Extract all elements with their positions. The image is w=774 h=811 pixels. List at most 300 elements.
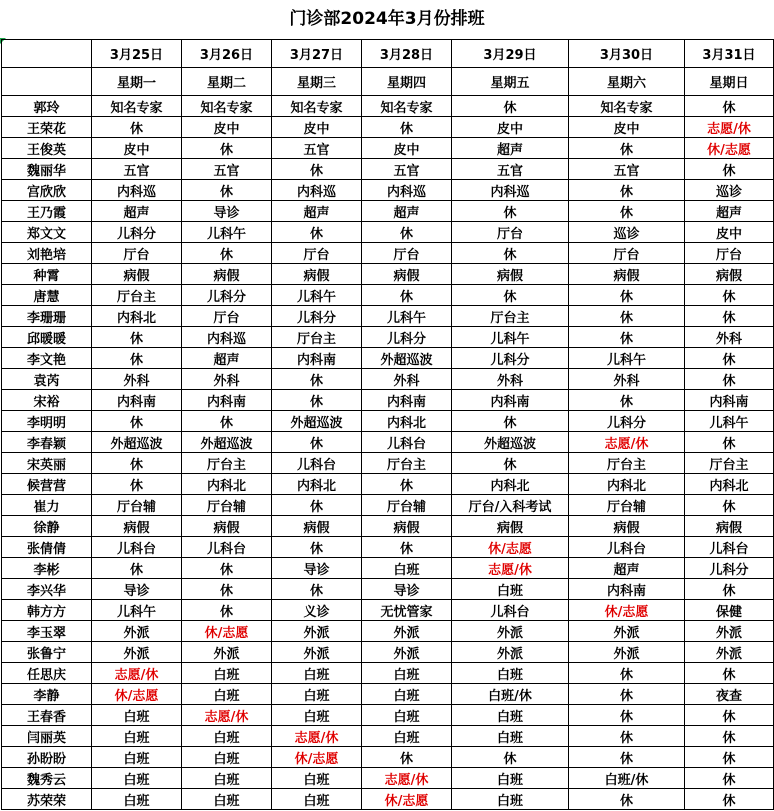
shift-cell: 超声	[92, 201, 182, 222]
shift-cell: 厅台	[685, 243, 774, 264]
shift-cell: 休	[182, 579, 272, 600]
shift-cell: 儿科台	[685, 537, 774, 558]
shift-cell: 内科南	[272, 348, 362, 369]
shift-cell: 儿科台	[182, 537, 272, 558]
shift-cell: 知名专家	[92, 96, 182, 117]
shift-cell: 内科北	[685, 474, 774, 495]
shift-cell: 休	[452, 96, 569, 117]
shift-cell: 厅台辅	[92, 495, 182, 516]
shift-cell: 休	[452, 411, 569, 432]
shift-cell: 休	[685, 747, 774, 768]
staff-name-cell: 李明明	[2, 411, 92, 432]
shift-cell: 白班	[452, 768, 569, 789]
shift-cell: 休	[569, 306, 685, 327]
shift-cell: 白班	[362, 663, 452, 684]
shift-cell: 内科南	[569, 579, 685, 600]
corner-cell	[2, 40, 92, 68]
shift-cell: 白班	[452, 726, 569, 747]
shift-cell: 超声	[452, 138, 569, 159]
shift-cell: 厅台	[182, 306, 272, 327]
date-header: 3月29日	[452, 40, 569, 68]
table-row	[2, 474, 774, 495]
shift-cell: 休	[685, 705, 774, 726]
staff-name-cell: 魏丽华	[2, 159, 92, 180]
shift-cell: 休	[182, 411, 272, 432]
shift-cell: 内科北	[569, 474, 685, 495]
shift-cell: 白班	[362, 684, 452, 705]
shift-cell: 白班	[452, 663, 569, 684]
shift-cell: 休/志愿	[272, 747, 362, 768]
weekday-header-row	[2, 68, 774, 96]
shift-cell: 白班	[362, 705, 452, 726]
date-header: 3月30日	[569, 40, 685, 68]
staff-name-cell: 韩方方	[2, 600, 92, 621]
shift-cell: 白班/休	[452, 684, 569, 705]
shift-cell: 超声	[362, 201, 452, 222]
shift-cell: 休	[362, 474, 452, 495]
shift-cell: 五官	[272, 138, 362, 159]
shift-cell: 休	[182, 600, 272, 621]
staff-name-cell: 郑文文	[2, 222, 92, 243]
staff-name-cell: 宫欣欣	[2, 180, 92, 201]
shift-cell: 病假	[685, 516, 774, 537]
table-row	[2, 684, 774, 705]
shift-cell: 志愿/休	[452, 558, 569, 579]
shift-cell: 内科北	[452, 474, 569, 495]
shift-cell: 病假	[92, 264, 182, 285]
shift-cell: 儿科午	[272, 285, 362, 306]
shift-cell: 内科南	[362, 390, 452, 411]
shift-cell: 超声	[272, 201, 362, 222]
staff-name-cell: 种霄	[2, 264, 92, 285]
shift-cell: 儿科午	[685, 411, 774, 432]
shift-cell: 休	[272, 390, 362, 411]
shift-cell: 外派	[92, 621, 182, 642]
table-row	[2, 768, 774, 789]
shift-cell: 病假	[362, 264, 452, 285]
shift-cell: 五官	[362, 159, 452, 180]
shift-cell: 病假	[272, 516, 362, 537]
shift-cell: 休	[272, 432, 362, 453]
shift-cell: 内科巡	[92, 180, 182, 201]
shift-cell: 厅台主	[182, 453, 272, 474]
weekday-header: 星期六	[569, 68, 685, 96]
shift-cell: 五官	[182, 159, 272, 180]
shift-cell: 休	[182, 138, 272, 159]
shift-cell: 儿科午	[452, 327, 569, 348]
date-header: 3月25日	[92, 40, 182, 68]
shift-cell: 病假	[569, 516, 685, 537]
shift-cell: 病假	[92, 516, 182, 537]
shift-cell: 白班	[452, 705, 569, 726]
staff-name-cell: 李彬	[2, 558, 92, 579]
shift-cell: 儿科分	[92, 222, 182, 243]
shift-cell: 志愿/休	[362, 768, 452, 789]
shift-cell: 外派	[92, 642, 182, 663]
shift-cell: 厅台辅	[182, 495, 272, 516]
shift-cell: 白班	[182, 789, 272, 810]
shift-cell: 外超巡波	[182, 432, 272, 453]
shift-cell: 白班	[92, 768, 182, 789]
shift-cell: 白班	[182, 684, 272, 705]
table-row	[2, 327, 774, 348]
shift-cell: 超声	[569, 558, 685, 579]
shift-cell: 厅台	[92, 243, 182, 264]
staff-name-cell: 苏荣荣	[2, 789, 92, 810]
shift-cell: 休	[685, 789, 774, 810]
shift-cell: 超声	[182, 348, 272, 369]
shift-cell: 休/志愿	[569, 600, 685, 621]
shift-cell: 白班	[452, 579, 569, 600]
staff-name-cell: 刘艳培	[2, 243, 92, 264]
shift-cell: 外派	[569, 642, 685, 663]
staff-name-cell: 袁芮	[2, 369, 92, 390]
shift-cell: 外派	[272, 642, 362, 663]
shift-cell: 休	[92, 558, 182, 579]
shift-cell: 休	[452, 453, 569, 474]
shift-cell: 休	[92, 453, 182, 474]
shift-cell: 休	[685, 726, 774, 747]
table-row	[2, 642, 774, 663]
date-header: 3月27日	[272, 40, 362, 68]
weekday-header: 星期一	[92, 68, 182, 96]
staff-name-cell: 张鲁宁	[2, 642, 92, 663]
shift-cell: 休	[452, 285, 569, 306]
staff-name-cell: 王俊英	[2, 138, 92, 159]
shift-cell: 夜查	[685, 684, 774, 705]
staff-name-cell: 闫丽英	[2, 726, 92, 747]
weekday-header: 星期二	[182, 68, 272, 96]
table-row	[2, 369, 774, 390]
shift-cell: 病假	[685, 264, 774, 285]
shift-cell: 儿科台	[569, 537, 685, 558]
shift-cell: 休	[569, 390, 685, 411]
shift-cell: 休/志愿	[362, 789, 452, 810]
table-row	[2, 453, 774, 474]
shift-cell: 休/志愿	[182, 621, 272, 642]
shift-cell: 休	[685, 495, 774, 516]
shift-cell: 导诊	[92, 579, 182, 600]
shift-cell: 休	[685, 348, 774, 369]
shift-cell: 巡诊	[569, 222, 685, 243]
shift-cell: 内科北	[362, 411, 452, 432]
shift-cell: 病假	[362, 516, 452, 537]
shift-cell: 外派	[685, 642, 774, 663]
shift-cell: 休	[452, 243, 569, 264]
shift-cell: 厅台	[452, 222, 569, 243]
shift-cell: 儿科台	[92, 537, 182, 558]
shift-cell: 休	[272, 159, 362, 180]
shift-cell: 内科南	[452, 390, 569, 411]
shift-cell: 内科南	[685, 390, 774, 411]
shift-cell: 儿科台	[272, 453, 362, 474]
shift-cell: 白班	[272, 789, 362, 810]
table-row	[2, 789, 774, 810]
table-row	[2, 306, 774, 327]
shift-cell: 休	[362, 117, 452, 138]
staff-name-cell: 李兴华	[2, 579, 92, 600]
staff-name-cell: 任思庆	[2, 663, 92, 684]
shift-cell: 儿科午	[92, 600, 182, 621]
shift-cell: 导诊	[272, 558, 362, 579]
table-row	[2, 201, 774, 222]
table-row	[2, 747, 774, 768]
shift-cell: 白班	[362, 726, 452, 747]
shift-cell: 外科	[362, 369, 452, 390]
shift-cell: 保健	[685, 600, 774, 621]
staff-name-cell: 宋裕	[2, 390, 92, 411]
corner-cell	[2, 68, 92, 96]
table-row	[2, 243, 774, 264]
shift-cell: 内科南	[182, 390, 272, 411]
shift-cell: 厅台辅	[362, 495, 452, 516]
shift-cell: 白班	[272, 705, 362, 726]
shift-cell: 志愿/休	[182, 705, 272, 726]
shift-cell: 休	[362, 285, 452, 306]
shift-cell: 休	[182, 180, 272, 201]
shift-cell: 内科巡	[452, 180, 569, 201]
shift-cell: 休	[685, 663, 774, 684]
shift-cell: 内科北	[92, 306, 182, 327]
shift-cell: 儿科午	[569, 348, 685, 369]
shift-cell: 休	[182, 558, 272, 579]
staff-name-cell: 李珊珊	[2, 306, 92, 327]
shift-cell: 厅台	[569, 243, 685, 264]
table-row	[2, 117, 774, 138]
shift-cell: 病假	[569, 264, 685, 285]
table-row	[2, 621, 774, 642]
shift-cell: 皮中	[362, 138, 452, 159]
shift-cell: 白班	[182, 747, 272, 768]
shift-cell: 休	[685, 306, 774, 327]
shift-cell: 白班	[182, 663, 272, 684]
shift-cell: 病假	[452, 264, 569, 285]
shift-cell: 休	[272, 222, 362, 243]
shift-cell: 巡诊	[685, 180, 774, 201]
shift-cell: 知名专家	[182, 96, 272, 117]
shift-cell: 志愿/休	[685, 117, 774, 138]
table-row	[2, 579, 774, 600]
table-row	[2, 432, 774, 453]
shift-cell: 休	[272, 579, 362, 600]
shift-cell: 儿科分	[272, 306, 362, 327]
shift-cell: 厅台主	[569, 453, 685, 474]
shift-cell: 志愿/休	[272, 726, 362, 747]
shift-cell: 外派	[452, 621, 569, 642]
shift-cell: 休	[685, 159, 774, 180]
shift-cell: 休	[362, 222, 452, 243]
weekday-header: 星期三	[272, 68, 362, 96]
shift-cell: 白班	[182, 726, 272, 747]
shift-cell: 皮中	[452, 117, 569, 138]
shift-cell: 休	[569, 747, 685, 768]
table-row	[2, 558, 774, 579]
shift-cell: 儿科台	[362, 432, 452, 453]
shift-cell: 皮中	[569, 117, 685, 138]
shift-cell: 休	[452, 201, 569, 222]
date-header: 3月26日	[182, 40, 272, 68]
shift-cell: 休	[685, 96, 774, 117]
schedule-table	[1, 39, 774, 810]
weekday-header: 星期四	[362, 68, 452, 96]
shift-cell: 白班	[452, 789, 569, 810]
shift-cell: 休	[362, 537, 452, 558]
shift-cell: 儿科台	[452, 600, 569, 621]
shift-cell: 休	[362, 747, 452, 768]
shift-cell: 儿科分	[182, 285, 272, 306]
shift-cell: 白班	[92, 789, 182, 810]
table-row	[2, 705, 774, 726]
shift-cell: 休	[452, 747, 569, 768]
shift-cell: 知名专家	[569, 96, 685, 117]
shift-cell: 内科巡	[362, 180, 452, 201]
shift-cell: 病假	[452, 516, 569, 537]
weekday-header: 星期五	[452, 68, 569, 96]
shift-cell: 外派	[272, 621, 362, 642]
staff-name-cell: 邱暖暖	[2, 327, 92, 348]
staff-name-cell: 候营营	[2, 474, 92, 495]
shift-cell: 休	[569, 684, 685, 705]
staff-name-cell: 徐静	[2, 516, 92, 537]
shift-cell: 厅台主	[452, 306, 569, 327]
shift-cell: 厅台主	[362, 453, 452, 474]
shift-cell: 儿科分	[362, 327, 452, 348]
shift-cell: 白班/休	[569, 768, 685, 789]
shift-cell: 儿科分	[685, 558, 774, 579]
staff-name-cell: 李春颖	[2, 432, 92, 453]
shift-cell: 休	[92, 348, 182, 369]
shift-cell: 志愿/休	[569, 432, 685, 453]
shift-cell: 外超巡波	[452, 432, 569, 453]
table-row	[2, 348, 774, 369]
table-row	[2, 264, 774, 285]
staff-name-cell: 宋英丽	[2, 453, 92, 474]
shift-cell: 内科巡	[272, 180, 362, 201]
shift-cell: 病假	[182, 516, 272, 537]
shift-cell: 休/志愿	[92, 684, 182, 705]
table-row	[2, 537, 774, 558]
shift-cell: 外科	[182, 369, 272, 390]
table-row	[2, 138, 774, 159]
staff-name-cell: 李文艳	[2, 348, 92, 369]
shift-cell: 白班	[362, 558, 452, 579]
shift-cell: 休	[569, 705, 685, 726]
table-row	[2, 285, 774, 306]
shift-cell: 休	[569, 789, 685, 810]
shift-cell: 休	[685, 285, 774, 306]
table-row	[2, 222, 774, 243]
shift-cell: 厅台主	[272, 327, 362, 348]
staff-name-cell: 郭玲	[2, 96, 92, 117]
table-row	[2, 663, 774, 684]
shift-cell: 外科	[685, 327, 774, 348]
shift-cell: 休	[569, 180, 685, 201]
table-row	[2, 726, 774, 747]
shift-cell: 导诊	[182, 201, 272, 222]
shift-cell: 皮中	[272, 117, 362, 138]
staff-name-cell: 唐慧	[2, 285, 92, 306]
shift-cell: 外超巡波	[92, 432, 182, 453]
table-row	[2, 600, 774, 621]
shift-cell: 义诊	[272, 600, 362, 621]
shift-cell: 外科	[452, 369, 569, 390]
staff-name-cell: 王荣花	[2, 117, 92, 138]
shift-cell: 病假	[272, 264, 362, 285]
table-row	[2, 390, 774, 411]
date-header-row	[2, 40, 774, 68]
shift-cell: 休	[569, 726, 685, 747]
shift-cell: 厅台	[272, 243, 362, 264]
date-header: 3月28日	[362, 40, 452, 68]
staff-name-cell: 孙盼盼	[2, 747, 92, 768]
shift-cell: 休	[685, 432, 774, 453]
staff-name-cell: 李静	[2, 684, 92, 705]
staff-name-cell: 王春香	[2, 705, 92, 726]
shift-cell: 内科北	[182, 474, 272, 495]
shift-cell: 儿科午	[362, 306, 452, 327]
table-row	[2, 495, 774, 516]
shift-cell: 五官	[452, 159, 569, 180]
shift-cell: 休	[92, 474, 182, 495]
shift-cell: 皮中	[92, 138, 182, 159]
shift-cell: 儿科分	[569, 411, 685, 432]
shift-cell: 导诊	[362, 579, 452, 600]
shift-cell: 休	[685, 579, 774, 600]
table-row	[2, 180, 774, 201]
shift-cell: 休	[569, 138, 685, 159]
shift-cell: 休	[182, 243, 272, 264]
shift-cell: 休	[685, 369, 774, 390]
shift-cell: 休	[569, 285, 685, 306]
shift-cell: 外科	[92, 369, 182, 390]
shift-cell: 休	[92, 411, 182, 432]
shift-cell: 皮中	[685, 222, 774, 243]
shift-cell: 白班	[272, 684, 362, 705]
shift-cell: 白班	[92, 726, 182, 747]
shift-cell: 休	[92, 327, 182, 348]
shift-cell: 厅台	[362, 243, 452, 264]
shift-cell: 休	[272, 369, 362, 390]
shift-cell: 休	[272, 495, 362, 516]
shift-cell: 厅台主	[685, 453, 774, 474]
table-row	[2, 159, 774, 180]
shift-cell: 休/志愿	[685, 138, 774, 159]
staff-name-cell: 王乃霞	[2, 201, 92, 222]
shift-cell: 厅台辅	[569, 495, 685, 516]
date-header: 3月31日	[685, 40, 774, 68]
table-row	[2, 96, 774, 117]
staff-name-cell: 李玉翠	[2, 621, 92, 642]
shift-cell: 外科	[569, 369, 685, 390]
shift-cell: 白班	[92, 747, 182, 768]
shift-cell: 休	[685, 768, 774, 789]
shift-cell: 皮中	[182, 117, 272, 138]
shift-cell: 休	[569, 327, 685, 348]
shift-cell: 外派	[182, 642, 272, 663]
shift-cell: 内科南	[92, 390, 182, 411]
shift-cell: 知名专家	[362, 96, 452, 117]
shift-cell: 休	[569, 663, 685, 684]
shift-cell: 无忧管家	[362, 600, 452, 621]
shift-cell: 白班	[272, 768, 362, 789]
shift-cell: 外超巡波	[272, 411, 362, 432]
shift-cell: 超声	[685, 201, 774, 222]
shift-cell: 白班	[182, 768, 272, 789]
shift-cell: 志愿/休	[92, 663, 182, 684]
shift-cell: 五官	[569, 159, 685, 180]
shift-cell: 知名专家	[272, 96, 362, 117]
shift-cell: 内科巡	[182, 327, 272, 348]
